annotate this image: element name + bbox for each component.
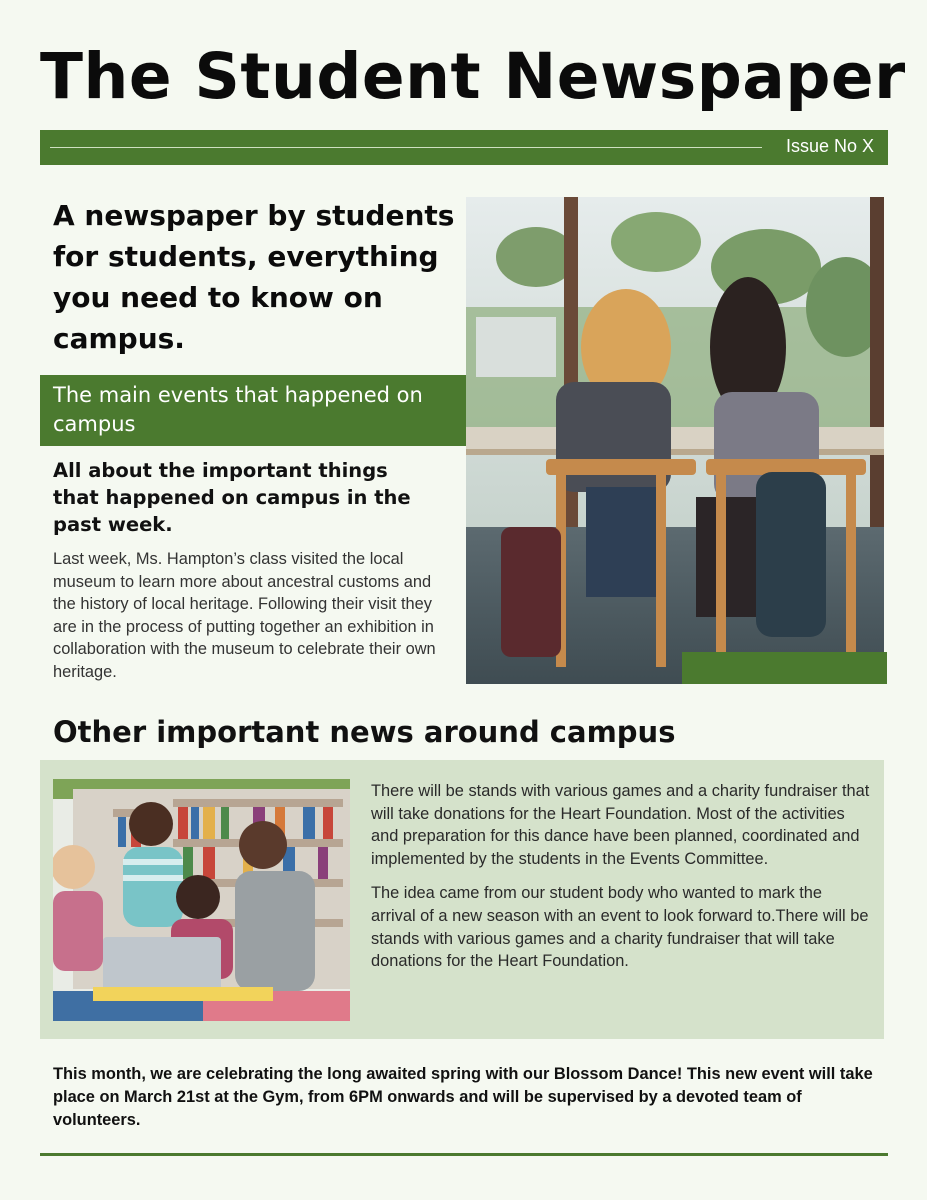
issue-number: Issue No X xyxy=(785,136,874,156)
other-news-text xyxy=(371,780,871,973)
other-news-paragraph-2: The idea came from our student body who wanted to mark the arrival of a new season with an event to look forward to.There will be stands with various games and a charity fundraiser that will take donations for the Heart Foundation. xyxy=(371,884,869,971)
other-news-paragraph-1: There will be stands with various games and a charity fundraiser that will take donations for the Heart Foundation. Most of the activities and preparation for this dance have been planned, coordinated and implemented by the students in the Events Committee. xyxy=(371,782,870,868)
issue-bar-rule xyxy=(50,147,762,148)
lead-subheading: All about the important things that happened on campus in the past week. xyxy=(53,459,411,536)
photo-accent-block xyxy=(682,652,887,684)
newspaper-title: The Student Newspaper xyxy=(40,40,906,113)
closing-announcement: This month, we are celebrating the long awaited spring with our Blossom Dance! This new event will take place on March 21st at the Gym, from 6PM onwards and will be supervised by a devoted team of volunteers. xyxy=(53,1065,873,1129)
bottom-rule xyxy=(40,1153,888,1156)
issue-bar xyxy=(40,130,888,165)
tagline: A newspaper by students for students, everything you need to know on campus. xyxy=(53,199,455,355)
lead-article-body: Last week, Ms. Hampton’s class visited the local museum to learn more about ancestral customs and the history of local heritage. Following their visit they are in the process of putting together an exhibition in collaboration with the museum to celebrate their own heritage. xyxy=(53,550,436,681)
students-with-laptop-photo xyxy=(53,779,350,1021)
section-banner: The main events that happened on campus xyxy=(40,375,501,446)
other-news-title: Other important news around campus xyxy=(53,715,676,749)
students-studying-photo xyxy=(466,197,884,684)
